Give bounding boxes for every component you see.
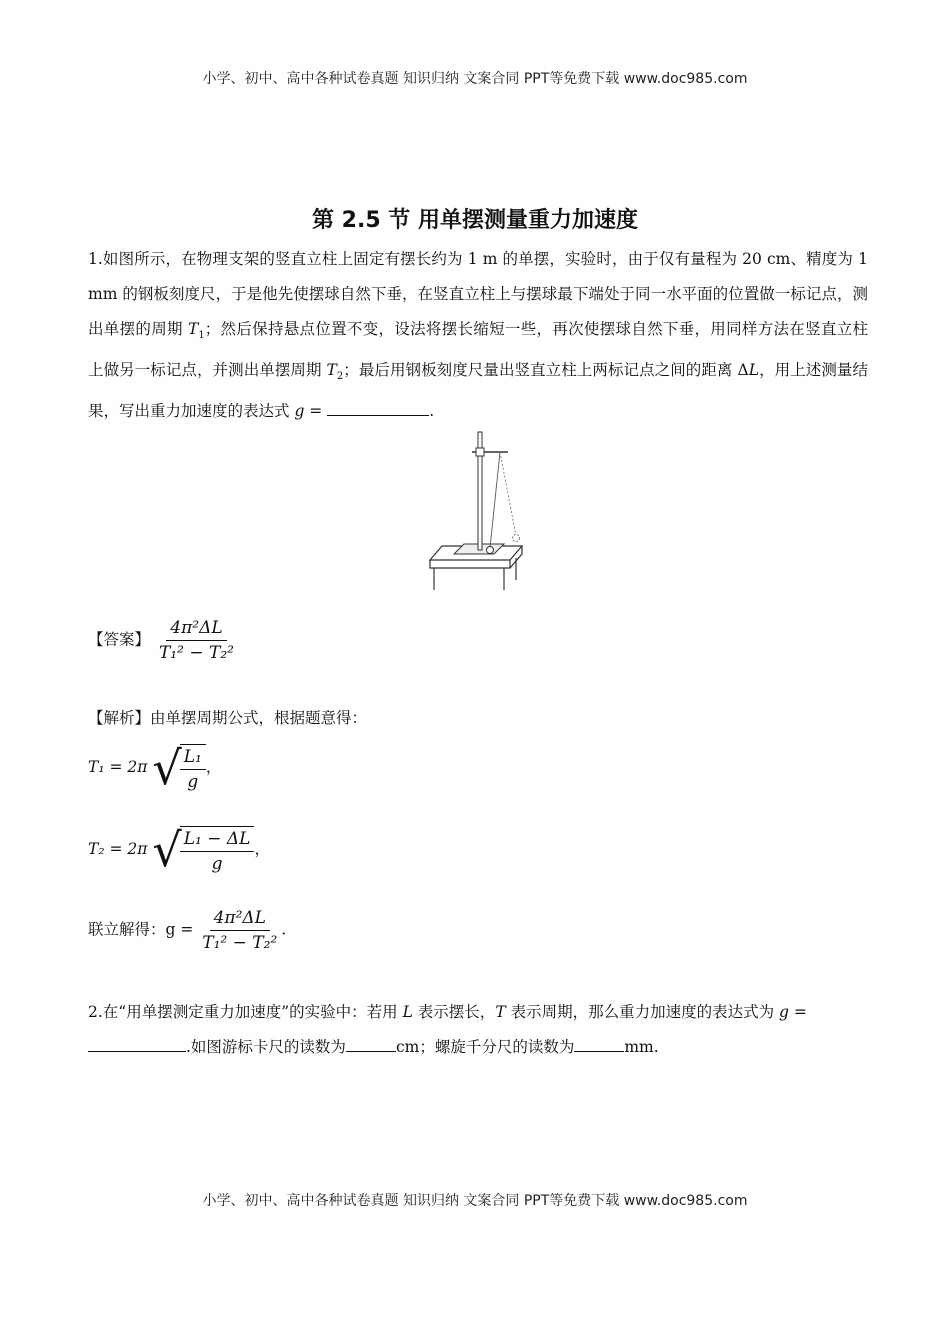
- sqrt-expression: √ $\frac{\text{L₁}}{g}$: [152, 744, 205, 792]
- equation-1: T₁ = 2π √ $\frac{\text{L₁}}{g}$ ，: [88, 741, 222, 795]
- page-footer: 小学、初中、高中各种试卷真题 知识归纳 文案合同 PPT等免费下载 www.doc985.com: [202, 1193, 748, 1209]
- equation-3: 联立解得：g = $\frac{\text{4π²ΔL}}{\text{T₁² − T₂²}}$ .: [88, 908, 287, 953]
- section-title: 第 2.5 节 用单摆测量重力加速度: [312, 208, 638, 233]
- pendulum-apparatus-figure: [420, 430, 530, 590]
- question-1: 1.如图所示，在物理支架的竖直立柱上固定有摆长约为 1 m 的单摆，实验时，由于仅有量程为 20 cm、精度为 1 mm 的钢板刻度尺，于是他先使摆球自然下垂，在竖直立柱上与摆球最下端处于同一水平面的位置做一标记点，测出单摆的周期 $T_1$；然后保持悬点位置不变，设法将摆长缩短一些，再次使摆球自然下垂，用同样方法在竖直立柱上做另一标记点，并测出单摆周期 $T_2$；最后用钢板刻度尺量出竖直立柱上两标记点之间的距离 ΔL，用上述测量结果，写出重力加速度的表达式 g = .: [88, 250, 868, 421]
- result-formula: $\frac{\text{4π²ΔL}}{\text{T₁² − T₂²}}$: [202, 908, 278, 953]
- analysis-intro: 【解析】由单摆周期公式，根据题意得：: [88, 709, 368, 727]
- page-header: 小学、初中、高中各种试卷真题 知识归纳 文案合同 PPT等免费下载 www.doc985.com: [202, 71, 748, 87]
- answer-formula: $\frac{\text{4π²ΔL}}{\text{T₁² − T₂²}}$: [158, 618, 234, 663]
- answer-blank: [346, 1037, 396, 1052]
- answer-blank: [327, 401, 429, 416]
- answer-blank: [574, 1037, 624, 1052]
- question-2: 2.在“用单摆测定重力加速度”的实验中：若用 L 表示摆长，T 表示周期，那么重力加速度的表达式为 g = .如图游标卡尺的读数为 cm；螺旋千分尺的读数为 mm.: [88, 1003, 807, 1056]
- equation-2: T₂ = 2π √ $\frac{\text{L₁ − ΔL}}{g}$ ，: [88, 823, 270, 877]
- answer-blank: [88, 1037, 186, 1052]
- sqrt-expression: √ $\frac{\text{L₁ − ΔL}}{g}$: [152, 826, 254, 874]
- answer-line: 【答案】 $\frac{\text{4π²ΔL}}{\text{T₁² − T₂²}}$: [88, 618, 238, 663]
